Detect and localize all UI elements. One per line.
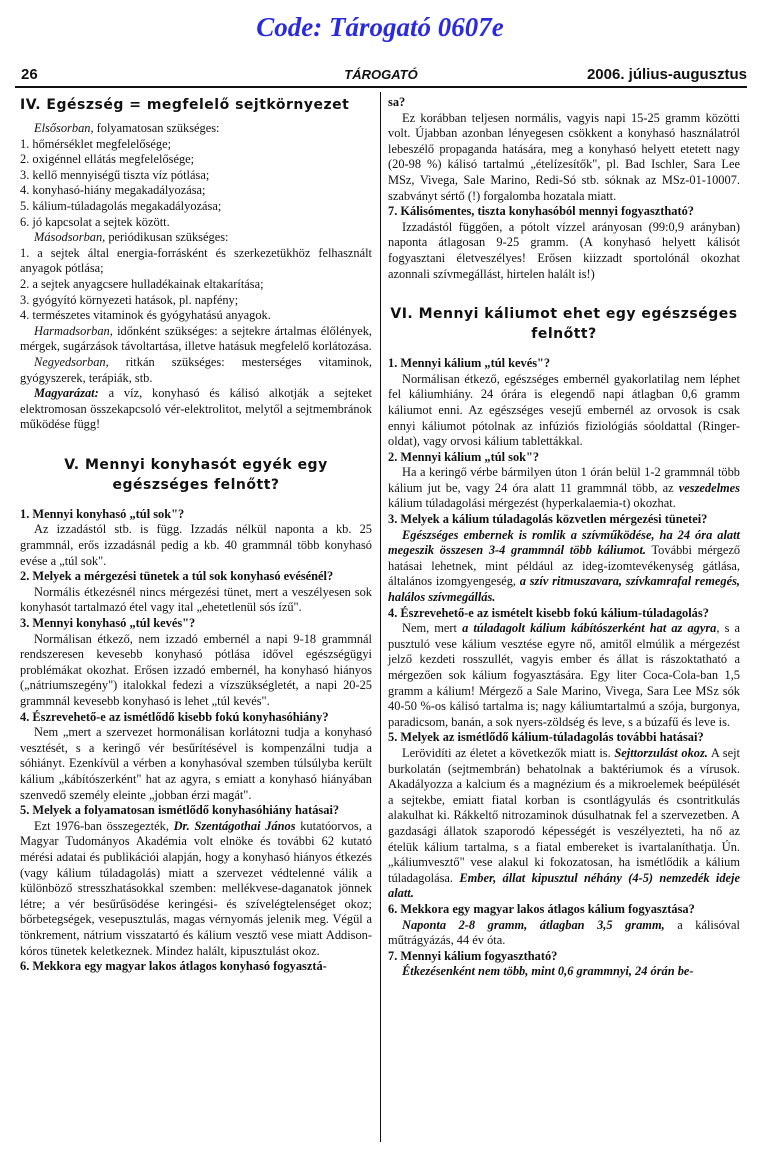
- right-column: [388, 95, 740, 980]
- running-header: [15, 66, 747, 88]
- answer: Normális étkezésnél nincs mérgezési tünet, mert a veszélyesen sok konyhasót tartalmazó étel vagy ital „ehetetlenül sós ízű".: [20, 584, 372, 615]
- answer: Lerövidíti az életet a következők miatt is. Sejttorzulást okoz. A sejt burkolatán (sejtmembrán) behatolnak a baktériumok és a vírusok. Akadályozza a kalcium és a magnézium és a mikroelemek beépülését a sejtekbe, emiatt fiatal korban is csontlágyulás és csontritkulás alakulhat ki. Rákkeltő nitrozaminok dúsulhatnak fel a szervezetben. A gazdasági állatok szaporodó képességét is veszélyezteti, ha nő az ételük kálium tartalma, s a fiatal embereket is ivartalaníthatja. Ún. „káliumvesztő" vese alakul ki fokozatosan, ha ismétlődik a kálium túladagolása. Ember, állat kipusztul néhány (4-5) nemzedék ideje alatt.: [388, 745, 740, 901]
- question: 3. Mennyi konyhasó „túl kevés"?: [20, 616, 196, 631]
- answer: Az izzadástól stb. is függ. Izzadás nélkül naponta a kb. 25 grammnál, erős izzadásnál pedig a kb. 40 grammnál több konyhasó evése a „túl sok".: [20, 522, 372, 568]
- second-lead: Másodsorban,: [34, 230, 106, 245]
- question: 2. Mennyi kálium „túl sok"?: [388, 449, 540, 464]
- section-5-heading: V. Mennyi konyhasót egyék egy egészséges felnőtt?: [64, 456, 328, 493]
- explanation-lead: Magyarázat:: [34, 386, 99, 401]
- list-item: 4. konyhasó-hiány megakadályozása;: [20, 183, 206, 198]
- question: 4. Észrevehető-e az ismételt kisebb fokú kálium-túladagolás?: [388, 605, 709, 620]
- answer: Nem „mert a szervezet hormonálisan korlátozni tudja a konyhasó vesztését, s a keringő vér besűrítésével is kompenzálni tudja a sóhiányt. Ezenkívül a vérben a konyhasóval szemben túlsúlyba került kálium „kábítószerként" hat az agyra, s emiatt a konyhasó hiányában szenvedő személy eleinte „jobban érzi magát".: [20, 725, 372, 802]
- researcher-name: Dr. Szentágothai János: [173, 818, 296, 833]
- list-item: 3. gyógyító környezeti hatások, pl. napfény;: [20, 292, 239, 307]
- answer: Naponta 2-8 gramm, átlagban 3,5 gramm, a kálisóval műtrágyázás, 44 év óta.: [388, 917, 740, 948]
- list-item: 2. oxigénnel ellátás megfelelősége;: [20, 152, 195, 167]
- answer: Normálisan étkező, egészséges embernél gyakorlatilag nem léphet fel káliumhiány. 24 órára is elegendő napi átlagban 0,6 gramm káliumot enni. Az egészséges vesejű embernél az orvosok is csak ennyi káliumot pótolnak az infúziós fiziológiás sóoldattal (Ringer-oldat), vagy orvosi kálium tablettákkal.: [388, 371, 740, 449]
- document-code-title: Code: Tárogató 0607e: [256, 12, 504, 42]
- page-number: 26: [21, 66, 38, 83]
- question: 5. Melyek a folyamatosan ismétlődő konyhasóhiány hatásai?: [20, 803, 340, 818]
- question: 1. Mennyi kálium „túl kevés"?: [388, 356, 551, 371]
- question: 6. Mekkora egy magyar lakos átlagos konyhasó fogyasztá-: [20, 959, 327, 974]
- first-lead: Elsősorban,: [34, 121, 94, 135]
- third-lead: Harmadsorban,: [34, 323, 113, 338]
- list-item: 1. hőmérséklet megfelelősége;: [20, 136, 172, 151]
- column-divider: [380, 92, 381, 1142]
- left-column: [20, 95, 372, 975]
- question: 1. Mennyi konyhasó „túl sok"?: [20, 506, 185, 521]
- explanation: Magyarázat: a víz, konyhasó és kálisó alkotják a sejteket elektromosan összekapcsoló vér-elektrolitot, melytől a sejtmembránok működése függ!: [20, 386, 372, 432]
- answer: Ezt 1976-ban összegezték, Dr. Szentágothai János kutatóorvos, a Magyar Tudományos Akadémia volt elnöke és további 62 kutató mérési adatai és publikációi alapján, hogy a konyhasó hiányos étkezés (vagy kálium túladagolás) miatt a szervezet védtelenné válik a különböző stresszhatásokkal szemben: mellékvese-daganatok jönnek létre; a vér besűrűsödése keringési- és szívelégtelenséget okoz; bőrbetegségek, vesepusztulás, magas vérnyomás jelenik meg. Végül a tönkrement, nátrium visszatartó és kálium vesztő vese miatt Addison-kóros tünetek keletkeznek. Mindez halált, kipusztulást okoz.: [20, 818, 372, 958]
- second-priority: Másodsorban, periódikusan szükséges:: [34, 230, 229, 245]
- list-item: 6. jó kapcsolat a sejtek között.: [20, 214, 170, 229]
- list-item: 2. a sejtek anyagcsere hulladékainak eltakarítása;: [20, 276, 264, 291]
- answer: Ha a keringő vérbe bármilyen úton 1 órán belül 1-2 grammnál több kálium jut be, vagy 24 óra alatt 11 grammnál több, az veszedelmes kálium túladagolási mérgezést (hyperkalaemia-t) okozhat.: [388, 465, 740, 511]
- question: 7. Kálisómentes, tiszta konyhasóból mennyi fogyasztható?: [388, 204, 694, 219]
- question: 2. Melyek a mérgezési tünetek a túl sok konyhasó evésénél?: [20, 569, 334, 584]
- question: 5. Melyek az ismétlődő kálium-túladagolás további hatásai?: [388, 730, 704, 745]
- list-item: 3. kellő mennyiségű tiszta víz pótlása;: [20, 167, 210, 182]
- fourth-priority: Negyedsorban, ritkán szükséges: mesterséges vitaminok, gyógyszerek, terápiák, stb.: [20, 354, 372, 385]
- section-6-heading: VI. Mennyi káliumot ehet egy egészséges felnőtt?: [390, 306, 738, 343]
- list-item: 4. természetes vitaminok és gyógyhatású anyagok.: [20, 308, 271, 323]
- answer: Étkezésenként nem több, mint 0,6 grammnyi, 24 órán be-: [402, 964, 694, 979]
- question: 7. Mennyi kálium fogyasztható?: [388, 948, 558, 963]
- third-priority: Harmadsorban, időnként szükséges: a sejtekre ártalmas élőlények, mérgek, sugárzások távoltartása, illetve hatásuk megfelelő korlátozása.: [20, 323, 372, 354]
- question-continued: sa?: [388, 95, 406, 109]
- question: 6. Mekkora egy magyar lakos átlagos kálium fogyasztása?: [388, 901, 695, 916]
- answer: Normálisan étkező, nem izzadó embernél a napi 9-18 grammnál rendszeresen kevesebb konyhasó pótlása idővel egészségügyi problémákat okozhat. Erősen izzadó embernél, ha konyhasó hiányos („nátriumszegény") italokkal fedezi a vízszükségletét, a napi 20-25 grammnál kevesebb konyhasó is lehet „túl kevés".: [20, 631, 372, 708]
- magazine-name: TÁROGATÓ: [344, 67, 418, 82]
- answer: Nem, mert a túladagolt kálium kábítószerként hat az agyra, s a pusztuló vese kálium vesztése egyre nő, amitől elmúlik a mérgezést jelző kezdeti rosszullét, vagyis ember és állat is rászoktatható a mérgezően sok kálium fogyasztására. Egy liter Coca-Cola-ban 1,5 gramm a kálium! Mérgező a Sale Marino, Vivega, Sara Lee MSz sók 40-50 %-os kálisó tartalma is; nagy káliumtartalmú a szója, burgonya, paradicsom, banán, a sok nyers-zöldség és leve, s a búzafű és leve is.: [388, 621, 740, 729]
- fourth-lead: Negyedsorban,: [34, 354, 109, 369]
- answer: Izzadástól függően, a pótolt vízzel arányosan (99:0,9 arányban) naponta átlagosan 9-25 gramm. (A konyhasó helyett kálisót fogyasztani életveszélyes! Erősen kiizzadt sportolónál okozhat azonnali szívmegállást, hirtelen halált is!): [388, 219, 740, 281]
- section-4-heading: IV. Egészség = megfelelő sejtkörnyezet: [20, 97, 350, 113]
- list-item: 1. a sejtek által energia-forrásként és szerkezetükhöz felhasznált anyagok pótlása;: [20, 245, 372, 276]
- answer: Egészséges embernek is romlik a szívműködése, ha 24 óra alatt megeszik összesen 3-4 grammnál több káliumot. További mérgező hatásai lehetnek, mint például az ideg-izomtevékenység gátlása, általános izomgyengeség, a szív ritmuszavara, szívkamrafal remegés, halálos szívmegállás.: [388, 527, 741, 605]
- list-item: 5. kálium-túladagolás megakadályozása;: [20, 198, 222, 213]
- question: 3. Melyek a kálium túladagolás közvetlen mérgezési tünetei?: [388, 512, 708, 527]
- answer: Ez korábban teljesen normális, vagyis napi 15-25 gramm közötti volt. Újabban azonban lényegesen csökkent a konyhasó használatról lebeszélő propaganda hatására, meg a konyhasó helyett etetett nagy (20-98 %) kálisó tartalmú „ételízesítők", pl. Bad Ischler, Sara Lee MSz, Vivega, Sale Marino, Redi-Só stb. sóknak az MSz-01-10007. szabványt sértő (!) forgalomba hozatala miatt.: [388, 110, 740, 203]
- issue-date: 2006. július-augusztus: [586, 66, 747, 83]
- first-priority: Elsősorban, folyamatosan szükséges:: [34, 121, 220, 135]
- question: 4. Észrevehető-e az ismétlődő kisebb fokú konyhasóhiány?: [20, 709, 329, 724]
